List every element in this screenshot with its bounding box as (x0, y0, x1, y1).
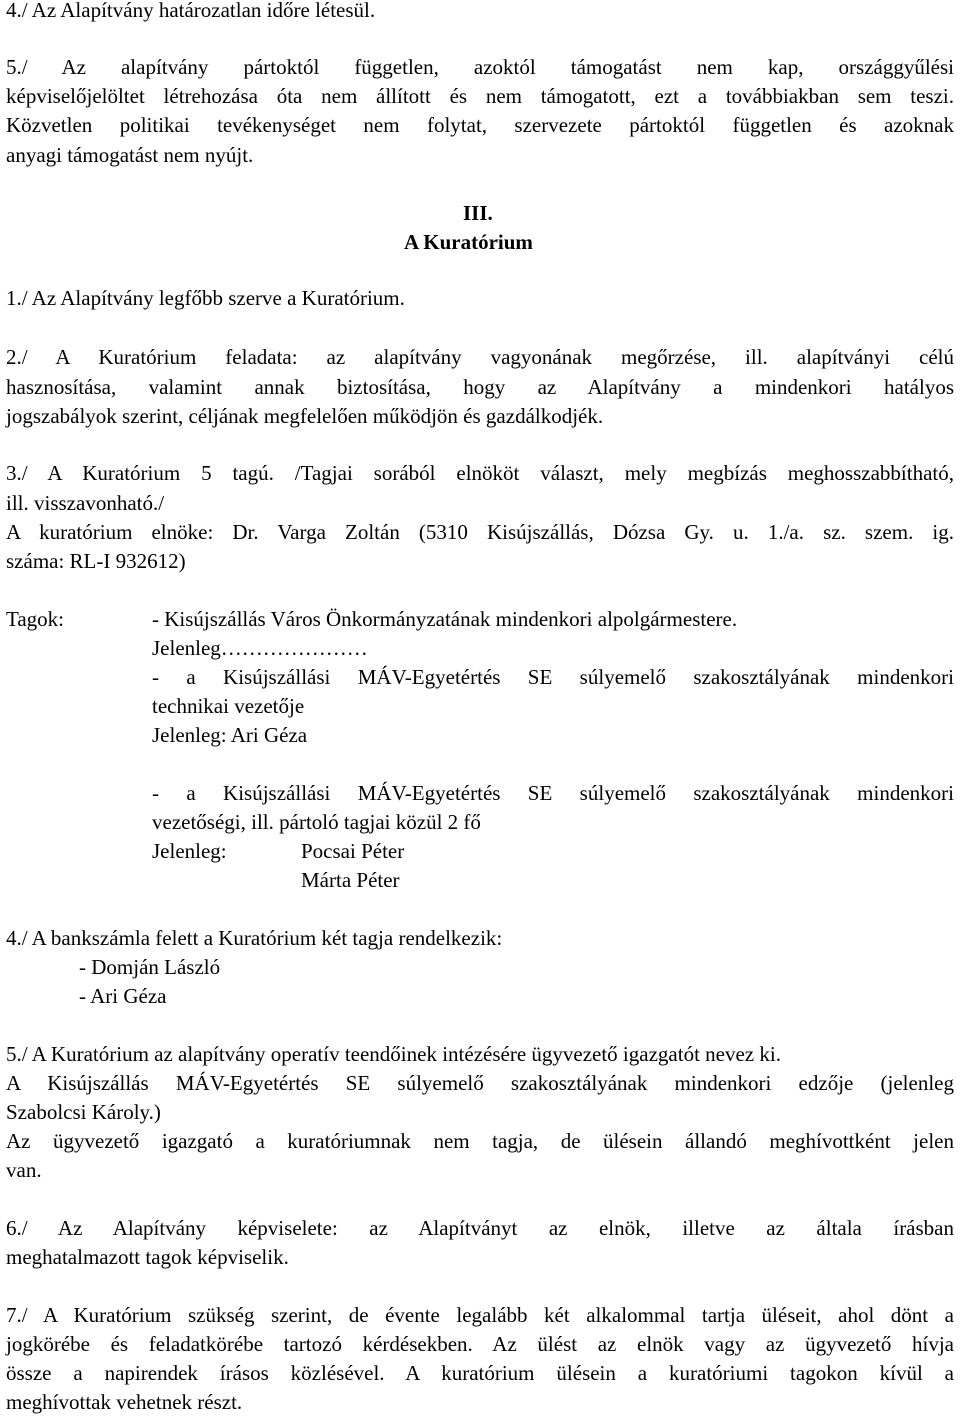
clause-2-4: 4./ Az Alapítvány határozatlan időre létesül. (6, 0, 376, 22)
clause-3-3-line-2: ill. visszavonható./ (6, 491, 165, 515)
member-2: - a Kisújszállási MÁV-Egyetértés SE súlyemelő szakosztályának mindenkori (152, 665, 954, 689)
members-label: Tagok: (6, 607, 65, 631)
clause-3-3-line-4: száma: RL-I 932612) (6, 549, 186, 573)
member-3-current-2: Márta Péter (301, 868, 400, 892)
member-3: - a Kisújszállási MÁV-Egyetértés SE súlyemelő szakosztályának mindenkori (152, 781, 954, 805)
clause-3-6-line-2: meghatalmazott tagok képviselik. (6, 1245, 289, 1269)
member-3-cont: vezetőségi, ill. pártoló tagjai közül 2 fő (152, 810, 481, 834)
clause-3-7-line-1: 7./ A Kuratórium szükség szerint, de évente legalább két alkalommal tartja üléseit, ahol dönt a (6, 1303, 954, 1327)
section-title: A Kuratórium (404, 230, 533, 254)
member-2-cont: technikai vezetője (152, 694, 305, 718)
section-number: III. (463, 201, 493, 225)
member-3-current-label: Jelenleg: (152, 839, 227, 863)
clause-3-6-line-1: 6./ Az Alapítvány képviselete: az Alapítványt az elnök, illetve az általa írásban (6, 1216, 954, 1240)
clause-3-2-line-3: jogszabályok szerint, céljának megfelelően működjön és gazdálkodjék. (6, 404, 604, 428)
clause-2-5-line-4: anyagi támogatást nem nyújt. (6, 143, 254, 167)
clause-3-7-line-4: meghívottak vehetnek részt. (6, 1390, 243, 1414)
clause-3-2-line-2: hasznosítása, valamint annak biztosítása, hogy az Alapítvány a mindenkori hatályos (6, 375, 954, 399)
member-2-current: Jelenleg: Ari Géza (152, 723, 308, 747)
clause-3-5-line-1: 5./ A Kuratórium az alapítvány operatív teendőinek intézésére ügyvezető igazgatót nevez ki. (6, 1042, 781, 1066)
clause-3-5-line-2: A Kisújszállás MÁV-Egyetértés SE súlyemelő szakosztályának mindenkori edzője (jelenleg (6, 1071, 954, 1095)
clause-2-5-line-1: 5./ Az alapítvány pártoktól független, azoktól támogatást nem kap, országgyűlési (6, 55, 954, 79)
member-3-current-1: Pocsai Péter (301, 839, 405, 863)
member-1: - Kisújszállás Város Önkormányzatának mindenkori alpolgármestere. (152, 607, 738, 631)
clause-3-5-line-5: van. (6, 1158, 42, 1182)
bank-signatory-2: - Ari Géza (79, 984, 167, 1008)
clause-3-7-line-2: jogkörébe és feladatkörébe tartozó kérdésekben. Az ülést az elnök vagy az ügyvezető hívja (6, 1332, 954, 1356)
clause-3-2-line-1: 2./ A Kuratórium feladata: az alapítvány vagyonának megőrzése, ill. alapítványi célú (6, 345, 954, 369)
clause-3-3-line-3: A kuratórium elnöke: Dr. Varga Zoltán (5310 Kisújszállás, Dózsa Gy. u. 1./a. sz. szem. ig. (6, 520, 954, 544)
clause-2-5-line-3: Közvetlen politikai tevékenységet nem folytat, szervezete pártoktól független és azoknak (6, 113, 954, 137)
member-1-current: Jelenleg………………… (152, 636, 368, 660)
clause-3-5-line-4: Az ügyvezető igazgató a kuratóriumnak nem tagja, de ülésein állandó meghívottként jelen (6, 1129, 954, 1153)
clause-3-7-line-3: össze a napirendek írásos közlésével. A kuratórium ülésein a kuratóriumi tagokon kívül a (6, 1361, 954, 1385)
clause-3-1: 1./ Az Alapítvány legfőbb szerve a Kuratórium. (6, 286, 405, 310)
bank-signatory-1: - Domján László (79, 955, 221, 979)
clause-3-5-line-3: Szabolcsi Károly.) (6, 1100, 161, 1124)
clause-3-4: 4./ A bankszámla felett a Kuratórium két tagja rendelkezik: (6, 926, 503, 950)
clause-3-3-line-1: 3./ A Kuratórium 5 tagú. /Tagjai sorából elnököt választ, mely megbízás meghosszabbítható, (6, 461, 954, 485)
clause-2-5-line-2: képviselőjelöltet létrehozása óta nem állított és nem támogatott, ezt a továbbiakban sem teszi. (6, 84, 954, 108)
